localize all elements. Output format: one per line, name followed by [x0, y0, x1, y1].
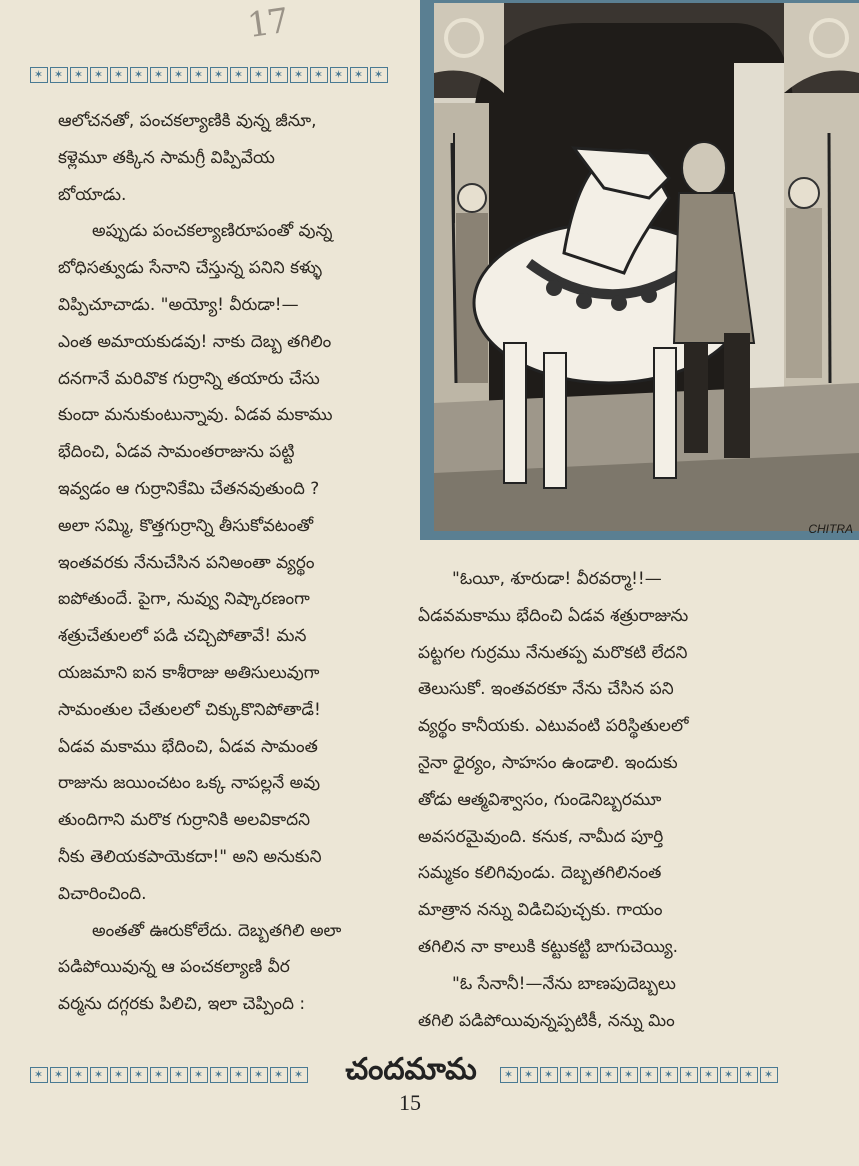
text-line: బోయాడు. — [58, 184, 127, 205]
ornament-star-icon: ✶ — [330, 67, 348, 83]
story-illustration — [420, 0, 859, 540]
ornament-star-icon: ✶ — [520, 1067, 538, 1083]
ornament-star-icon: ✶ — [250, 67, 268, 83]
left-text-column — [58, 103, 408, 1023]
text-line: తగిలి పడిపోయివున్నప్పటికీ, నన్ను మిం — [418, 1010, 675, 1031]
text-line: అప్పుడు పంచకల్యాణిరూపంతో వున్న — [92, 221, 333, 242]
ornament-star-icon: ✶ — [350, 67, 368, 83]
text-line: ఏడవమకాము భేదించి ఏడవ శత్రురాజును — [418, 605, 689, 626]
text-line: కళ్లెమూ తక్కిన సామగ్రీ విప్పివేయ — [58, 147, 275, 168]
ornament-star-icon: ✶ — [150, 67, 168, 83]
text-line: పడిపోయివున్న ఆ పంచకల్యాణి వీర — [58, 957, 290, 978]
ornament-star-icon: ✶ — [620, 1067, 638, 1083]
ornament-star-icon: ✶ — [210, 67, 228, 83]
text-line: వర్మను దగ్గరకు పిలిచి, ఇలా చెప్పింది : — [58, 994, 306, 1015]
text-line: నీకు తెలియకపాయెకదా!" అని అనుకుని — [58, 846, 322, 867]
ornament-star-icon: ✶ — [540, 1067, 558, 1083]
text-line: యజమాని ఐన కాశీరాజు అతిసులువుగా — [58, 662, 320, 683]
text-line: శత్రుచేతులలో పడి చచ్చిపోతావే! మన — [58, 626, 307, 647]
ornament-star-icon: ✶ — [30, 1067, 48, 1083]
text-line: ఇవ్వడం ఆ గుర్రానికేమి చేతనవుతుంది ? — [58, 478, 320, 499]
ornament-star-icon: ✶ — [50, 1067, 68, 1083]
ornament-star-icon: ✶ — [270, 1067, 288, 1083]
text-line: వ్యర్థం కానీయకు. ఎటువంటి పరిస్థితులలో — [418, 716, 689, 737]
ornament-star-icon: ✶ — [230, 1067, 248, 1083]
ornament-star-icon: ✶ — [50, 67, 68, 83]
ornament-star-icon: ✶ — [720, 1067, 738, 1083]
text-line: విప్పిచూచాడు. "అయ్యో! వీరుడా!— — [58, 294, 299, 315]
ornament-star-icon: ✶ — [290, 67, 308, 83]
ornament-star-icon: ✶ — [90, 1067, 108, 1083]
ornament-star-icon: ✶ — [230, 67, 248, 83]
ornament-star-icon: ✶ — [190, 1067, 208, 1083]
text-line: తోడు ఆత్మవిశ్వాసం, గుండెనిబ్బరమూ — [418, 789, 662, 810]
text-line: ఇంతవరకు నేనుచేసిన పనిఅంతా వ్యర్థం — [58, 552, 315, 573]
ornament-star-icon: ✶ — [70, 67, 88, 83]
text-line: "ఓ సేనానీ!—నేను బాణపుదెబ్బలు — [452, 973, 676, 994]
text-line: ఎంత అమాయకుడవు! నాకు దెబ్బ తగిలిం — [58, 331, 332, 352]
ornament-star-icon: ✶ — [130, 1067, 148, 1083]
ornament-star-icon: ✶ — [580, 1067, 598, 1083]
ornament-star-icon: ✶ — [110, 1067, 128, 1083]
decorative-border-bottom-left — [30, 1064, 310, 1084]
ornament-star-icon: ✶ — [30, 67, 48, 83]
ornament-star-icon: ✶ — [680, 1067, 698, 1083]
ornament-star-icon: ✶ — [560, 1067, 578, 1083]
text-line: ఐపోతుందే. పైగా, నువ్వు నిష్కారణంగా — [58, 589, 310, 610]
decorative-border-top — [30, 64, 405, 84]
right-text-column — [418, 561, 793, 1039]
text-line: సమ్మకం కలిగివుండు. దెబ్బతగిలినంత — [418, 863, 662, 884]
text-line: దనగానే మరివొక గుర్రాన్ని తయారు చేసు — [58, 368, 320, 389]
ornament-star-icon: ✶ — [310, 67, 328, 83]
text-line: మాత్రాన నన్ను విడిచిపుచ్చకు. గాయం — [418, 900, 663, 921]
ornament-star-icon: ✶ — [190, 67, 208, 83]
ornament-star-icon: ✶ — [290, 1067, 308, 1083]
ornament-star-icon: ✶ — [170, 1067, 188, 1083]
text-line: విచారించింది. — [58, 883, 147, 904]
ornament-star-icon: ✶ — [170, 67, 188, 83]
text-line: ఏడవ మకాము భేదించి, ఏడవ సామంత — [58, 736, 318, 757]
text-line: తగిలిన నా కాలుకి కట్టుకట్టి బాగుచెయ్యి. — [418, 936, 679, 957]
page-number: 15 — [399, 1090, 421, 1115]
ornament-star-icon: ✶ — [130, 67, 148, 83]
horse-and-soldier-illustration — [434, 3, 859, 531]
ornament-star-icon: ✶ — [70, 1067, 88, 1083]
ornament-star-icon: ✶ — [740, 1067, 758, 1083]
illustrator-signature: CHITRA — [808, 522, 853, 536]
ornament-star-icon: ✶ — [600, 1067, 618, 1083]
ornament-star-icon: ✶ — [660, 1067, 678, 1083]
ornament-star-icon: ✶ — [760, 1067, 778, 1083]
ornament-star-icon: ✶ — [270, 67, 288, 83]
text-line: నైనా ధైర్యం, సాహసం ఉండాలి. ఇందుకు — [418, 752, 678, 773]
text-line: అవసరమైవుంది. కనుక, నామీద పూర్తి — [418, 826, 664, 847]
ornament-star-icon: ✶ — [150, 1067, 168, 1083]
text-line: భేదించి, ఏడవ సామంతరాజును పట్టి — [58, 442, 295, 463]
text-line: ఆలోచనతో, పంచకల్యాణికి వున్న జీనూ, — [58, 111, 317, 131]
text-line: అంతతో ఊరుకోలేదు. దెబ్బతగిలి అలా — [92, 920, 342, 941]
ornament-star-icon: ✶ — [500, 1067, 518, 1083]
ornament-star-icon: ✶ — [700, 1067, 718, 1083]
text-line: రాజును జయించటం ఒక్క నాపల్లనే అవు — [58, 773, 321, 794]
ornament-star-icon: ✶ — [640, 1067, 658, 1083]
ornament-star-icon: ✶ — [110, 67, 128, 83]
text-line: తెలుసుకో. ఇంతవరకూ నేను చేసిన పని — [418, 679, 674, 700]
text-line: కుందా మనుకుంటున్నావు. ఏడవ మకాము — [58, 405, 333, 426]
ornament-star-icon: ✶ — [370, 67, 388, 83]
handwritten-page-note: 17 — [245, 0, 290, 47]
ornament-star-icon: ✶ — [210, 1067, 228, 1083]
text-line: బోధిసత్వుడు సేనాని చేస్తున్న పనిని కళ్ళు — [58, 258, 323, 279]
text-line: "ఓయీ, శూరుడా! వీరవర్మా!!— — [452, 569, 662, 589]
ornament-star-icon: ✶ — [250, 1067, 268, 1083]
ornament-star-icon: ✶ — [90, 67, 108, 83]
text-line: పట్టగల గుర్రము నేనుతప్ప మరొకటి లేదని — [418, 642, 688, 663]
text-line: తుందిగాని మరొక గుర్రానికి అలవికాదని — [58, 810, 311, 831]
text-line: అలా సమ్మి, కొత్తగుర్రాన్ని తీసుకోవటంతో — [58, 515, 314, 536]
decorative-border-bottom-right — [500, 1064, 790, 1084]
text-line: సామంతుల చేతులలో చిక్కుకొనిపోతాడే! — [58, 699, 321, 720]
magazine-title: చందమామ — [345, 1052, 477, 1087]
